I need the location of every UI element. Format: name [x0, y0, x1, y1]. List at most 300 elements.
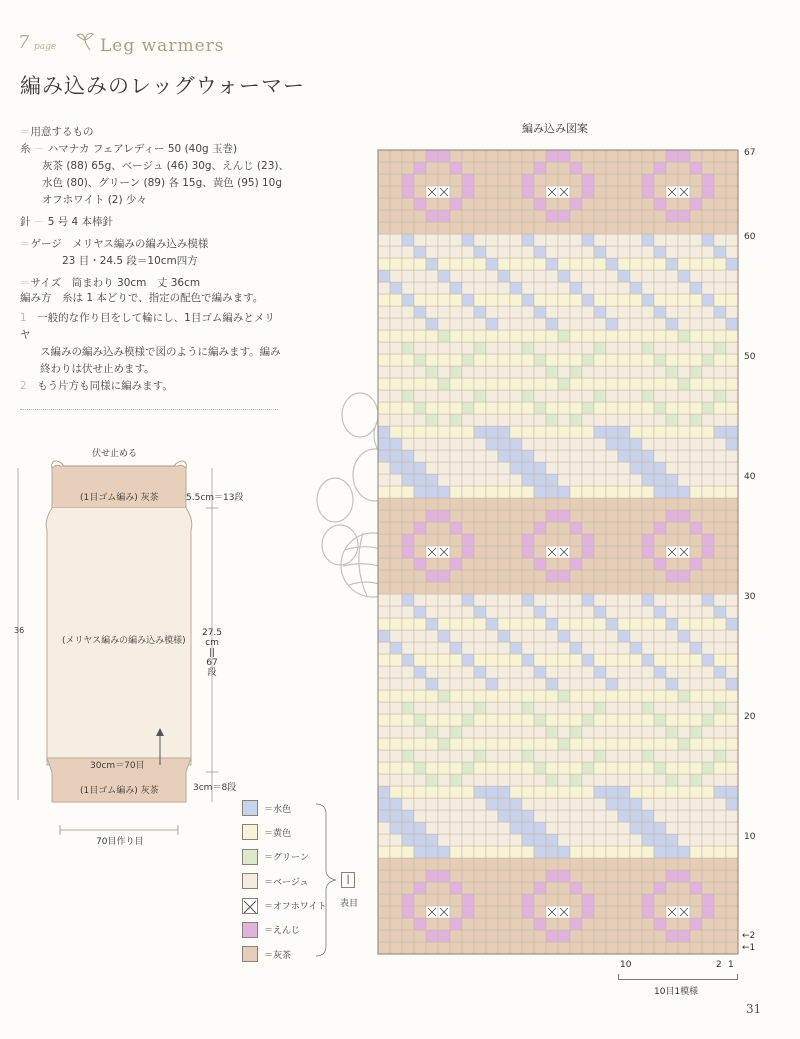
- chart-cell: [570, 726, 582, 738]
- chart-cell: [402, 306, 414, 318]
- chart-cell: [498, 942, 510, 954]
- chart-cell: [606, 330, 618, 342]
- chart-cell: [450, 390, 462, 402]
- chart-cell: [714, 894, 726, 906]
- chart-cell: [546, 810, 558, 822]
- chart-cell: [630, 282, 642, 294]
- chart-cell: [726, 726, 738, 738]
- chart-cell: [450, 534, 462, 546]
- chart-cell: [438, 630, 450, 642]
- chart-cell: [474, 726, 486, 738]
- chart-cell: [402, 354, 414, 366]
- chart-cell: [666, 774, 678, 786]
- chart-cell: [546, 558, 558, 570]
- chart-cell: [378, 402, 390, 414]
- chart-cell: [642, 258, 654, 270]
- chart-cell: [606, 294, 618, 306]
- chart-cell: [390, 690, 402, 702]
- chart-cell: [450, 450, 462, 462]
- chart-cell: [378, 618, 390, 630]
- chart-cell: [606, 354, 618, 366]
- chart-cell: [438, 786, 450, 798]
- chart-cell: [690, 378, 702, 390]
- chart-cell: [534, 342, 546, 354]
- chart-cell: [654, 150, 666, 162]
- chart-cell: [462, 342, 474, 354]
- chart-cell: [546, 390, 558, 402]
- chart-cell: [450, 306, 462, 318]
- chart-cell: [618, 870, 630, 882]
- chart-cell: [498, 486, 510, 498]
- chart-cell: [426, 474, 438, 486]
- chart-cell: [378, 774, 390, 786]
- chart-cell: [726, 390, 738, 402]
- chart-cell: [714, 486, 726, 498]
- chart-cell: [378, 762, 390, 774]
- chart-cell: [546, 750, 558, 762]
- chart-cell: [402, 678, 414, 690]
- chart-cell: [618, 270, 630, 282]
- chart-cell: [438, 882, 450, 894]
- chart-cell: [714, 834, 726, 846]
- chart-cell: [606, 810, 618, 822]
- chart-cell: [522, 726, 534, 738]
- chart-cell: [450, 366, 462, 378]
- chart-cell: [378, 390, 390, 402]
- chart-cell: [438, 174, 450, 186]
- chart-cell: [714, 246, 726, 258]
- chart-cell: [402, 510, 414, 522]
- chart-cell: [414, 582, 426, 594]
- chart-cell: [438, 486, 450, 498]
- chart-cell: [522, 690, 534, 702]
- chart-cell: [534, 306, 546, 318]
- chart-cell: [690, 702, 702, 714]
- chart-cell: [498, 438, 510, 450]
- chart-cell: [462, 402, 474, 414]
- chart-cell: [678, 162, 690, 174]
- chart-cell: [534, 438, 546, 450]
- chart-cell: [558, 282, 570, 294]
- chart-cell: [462, 498, 474, 510]
- chart-cell: [702, 210, 714, 222]
- chart-cell: [582, 702, 594, 714]
- chart-cell: [402, 714, 414, 726]
- chart-cell: [594, 858, 606, 870]
- arrow-left-icon: ←: [742, 943, 750, 953]
- chart-cell: [462, 198, 474, 210]
- chart-cell: [522, 642, 534, 654]
- chart-cell: [522, 594, 534, 606]
- chart-cell: [438, 462, 450, 474]
- chart-cell: [426, 150, 438, 162]
- chart-cell: [522, 834, 534, 846]
- chart-cell: [414, 534, 426, 546]
- chart-cell: [594, 162, 606, 174]
- chart-cell: [726, 486, 738, 498]
- chart-cell: [534, 294, 546, 306]
- chart-cell: [702, 606, 714, 618]
- chart-cell: [618, 330, 630, 342]
- chart-cell: [426, 918, 438, 930]
- chart-cell: [462, 642, 474, 654]
- chart-cell: [654, 642, 666, 654]
- chart-cell: [450, 762, 462, 774]
- chart-cell: [450, 774, 462, 786]
- chart-cell: [534, 150, 546, 162]
- chart-cell: [726, 534, 738, 546]
- chart-cell: [642, 438, 654, 450]
- chart-cell: [558, 642, 570, 654]
- chart-cell: [618, 666, 630, 678]
- chart-cell: [654, 318, 666, 330]
- chart-cell: [594, 486, 606, 498]
- chart-cell: [378, 582, 390, 594]
- chart-cell: [558, 582, 570, 594]
- chart-cell: [618, 438, 630, 450]
- chart-cell: [630, 198, 642, 210]
- chart-row-marker-text: 1: [749, 943, 756, 953]
- chart-cell: [642, 342, 654, 354]
- chart-cell: [462, 846, 474, 858]
- chart-cell: [594, 606, 606, 618]
- chart-cell: [642, 402, 654, 414]
- chart-cell: [558, 558, 570, 570]
- chart-cell: [438, 330, 450, 342]
- chart-cell: [510, 342, 522, 354]
- chart-cell: [534, 918, 546, 930]
- chart-cell: [630, 558, 642, 570]
- chart-cell: [582, 258, 594, 270]
- chart-cell: [438, 294, 450, 306]
- chart-cell: [510, 558, 522, 570]
- chart-cell: [438, 918, 450, 930]
- chart-cell: [486, 402, 498, 414]
- legend-label-green: ＝グリーン: [264, 853, 309, 864]
- chart-cell: [678, 594, 690, 606]
- chart-cell: [690, 306, 702, 318]
- chart-cell: [414, 258, 426, 270]
- chart-cell: [702, 714, 714, 726]
- chart-cell: [402, 318, 414, 330]
- chart-cell: [570, 582, 582, 594]
- chart-cell: [570, 750, 582, 762]
- chart-cell: [426, 642, 438, 654]
- chart-col-label: 10: [620, 960, 632, 970]
- chart-cell: [654, 786, 666, 798]
- chart-cell: [450, 666, 462, 678]
- chart-cell: [726, 294, 738, 306]
- chart-cell: [402, 186, 414, 198]
- chart-cell: [522, 438, 534, 450]
- legend-swatch-offwhite: [242, 898, 258, 914]
- method-section: [20, 290, 282, 395]
- legend-label-graybrown: ＝灰茶: [264, 950, 292, 961]
- chart-cell: [726, 570, 738, 582]
- chart-cell: [510, 690, 522, 702]
- chart-cell: [594, 282, 606, 294]
- chart-cell: [402, 654, 414, 666]
- chart-cell: [726, 678, 738, 690]
- chart-cell: [630, 750, 642, 762]
- chart-cell: [666, 486, 678, 498]
- chart-cell: [678, 630, 690, 642]
- chart-cell: [378, 222, 390, 234]
- chart-cell: [618, 738, 630, 750]
- chart-cell: [402, 150, 414, 162]
- chart-cell: [474, 774, 486, 786]
- chart-cell: [462, 486, 474, 498]
- chart-cell: [450, 246, 462, 258]
- chart-cell: [666, 750, 678, 762]
- chart-cell: [546, 594, 558, 606]
- chart-cell: [558, 750, 570, 762]
- chart-cell: [678, 270, 690, 282]
- chart-cell: [390, 738, 402, 750]
- chart-cell: [450, 906, 462, 918]
- chart-cell: [378, 414, 390, 426]
- chart-cell: [378, 918, 390, 930]
- chart-cell: [462, 942, 474, 954]
- chart-cell: [498, 834, 510, 846]
- chart-cell: [390, 330, 402, 342]
- chart-cell: [702, 438, 714, 450]
- chart-cell: [618, 222, 630, 234]
- chart-cell: [498, 498, 510, 510]
- chart-cell: [582, 342, 594, 354]
- chart-cell: [486, 594, 498, 606]
- section-divider: [20, 409, 278, 410]
- chart-cell: [594, 318, 606, 330]
- chart-cell: [726, 342, 738, 354]
- chart-cell: [402, 582, 414, 594]
- chart-cell: [558, 690, 570, 702]
- chart-cell: [570, 894, 582, 906]
- chart-cell: [522, 330, 534, 342]
- chart-cell: [402, 750, 414, 762]
- chart-cell: [474, 834, 486, 846]
- chart-cell: [414, 378, 426, 390]
- chart-cell: [582, 594, 594, 606]
- chart-cell: [642, 378, 654, 390]
- chart-cell: [606, 774, 618, 786]
- chart-row-marker-text: 2: [749, 931, 756, 941]
- chart-cell: [654, 294, 666, 306]
- chart-cell: [666, 882, 678, 894]
- chart-cell: [654, 486, 666, 498]
- chart-cell: [462, 654, 474, 666]
- chart-cell: [522, 210, 534, 222]
- chart-cell: [474, 810, 486, 822]
- chart-cell: [462, 426, 474, 438]
- chart-cell: [570, 810, 582, 822]
- chart-cell: [726, 330, 738, 342]
- chart-cell: [726, 630, 738, 642]
- chart-cell: [594, 750, 606, 762]
- chart-cell: [618, 150, 630, 162]
- chart-cell: [606, 870, 618, 882]
- chart-cell: [414, 882, 426, 894]
- chart-cell: [594, 582, 606, 594]
- chart-cell: [642, 450, 654, 462]
- chart-cell: [546, 678, 558, 690]
- chart-cell: [486, 522, 498, 534]
- chart-cell: [546, 774, 558, 786]
- chart-cell: [726, 378, 738, 390]
- chart-cell: [510, 678, 522, 690]
- chart-cell: [474, 894, 486, 906]
- chart-cell: [498, 894, 510, 906]
- chart-cell: [702, 810, 714, 822]
- chart-cell: [510, 414, 522, 426]
- chart-cell: [642, 846, 654, 858]
- chart-cell: [426, 846, 438, 858]
- chart-cell: [666, 582, 678, 594]
- chart-cell: [510, 894, 522, 906]
- chart-cell: [534, 318, 546, 330]
- chart-cell: [726, 522, 738, 534]
- chart-cell: [426, 654, 438, 666]
- chart-cell: [402, 870, 414, 882]
- chart-cell: [570, 642, 582, 654]
- arrow-left-icon: ←: [742, 931, 750, 941]
- chart-cell: [510, 294, 522, 306]
- chart-cell: [690, 174, 702, 186]
- chart-cell: [690, 366, 702, 378]
- chart-cell: [630, 630, 642, 642]
- chart-cell: [498, 906, 510, 918]
- chart-cell: [498, 774, 510, 786]
- chart-cell: [474, 786, 486, 798]
- chart-cell: [678, 486, 690, 498]
- chart-cell: [594, 270, 606, 282]
- chart-cell: [378, 570, 390, 582]
- chart-cell: [642, 810, 654, 822]
- chart-cell: [690, 486, 702, 498]
- chart-cell: [678, 402, 690, 414]
- chart-cell: [426, 486, 438, 498]
- chart-cell: [546, 666, 558, 678]
- chart-cell: [714, 390, 726, 402]
- chart-cell: [618, 174, 630, 186]
- chart-cell: [666, 654, 678, 666]
- chart-cell: [438, 702, 450, 714]
- chart-cell: [486, 174, 498, 186]
- chart-cell: [618, 822, 630, 834]
- chart-cell: [546, 450, 558, 462]
- chart-cell: [642, 714, 654, 726]
- chart-cell: [402, 162, 414, 174]
- chart-cell: [666, 834, 678, 846]
- chart-cell: [726, 402, 738, 414]
- chart-cell: [714, 882, 726, 894]
- step-2-text: もう片方も同様に編みます。: [37, 380, 173, 392]
- chart-cell: [522, 162, 534, 174]
- chart-cell: [726, 210, 738, 222]
- chart-cell: [534, 714, 546, 726]
- chart-cell: [438, 654, 450, 666]
- chart-cell: [510, 234, 522, 246]
- chart-cell: [582, 678, 594, 690]
- chart-cell: [474, 198, 486, 210]
- chart-cell: [390, 882, 402, 894]
- size-label: サイズ: [30, 277, 62, 289]
- chart-cell: [378, 606, 390, 618]
- chart-cell: [582, 390, 594, 402]
- chart-cell: [690, 846, 702, 858]
- chart-cell: [426, 930, 438, 942]
- gauge-line-1: メリヤス編みの編み込み模様: [72, 238, 209, 250]
- chart-cell: [678, 606, 690, 618]
- chart-cell: [522, 750, 534, 762]
- chart-cell: [726, 186, 738, 198]
- chart-cell: [570, 198, 582, 210]
- chart-cell: [522, 234, 534, 246]
- chart-cell: [606, 750, 618, 762]
- chart-cell: [462, 414, 474, 426]
- chart-cell: [438, 438, 450, 450]
- chart-cell: [594, 354, 606, 366]
- chart-cell: [438, 306, 450, 318]
- chart-cell: [522, 774, 534, 786]
- chart-cell: [426, 402, 438, 414]
- chart-cell: [666, 414, 678, 426]
- chart-cell: [618, 198, 630, 210]
- chart-cell: [450, 834, 462, 846]
- chart-cell: [426, 522, 438, 534]
- chart-cell: [498, 222, 510, 234]
- chart-cell: [702, 582, 714, 594]
- chart-cell: [522, 714, 534, 726]
- chart-cell: [618, 546, 630, 558]
- chart-cell: [678, 522, 690, 534]
- chart-cell: [378, 438, 390, 450]
- chart-cell: [690, 450, 702, 462]
- chart-cell: [642, 774, 654, 786]
- chart-cell: [450, 558, 462, 570]
- chart-cell: [702, 258, 714, 270]
- chart-cell: [666, 594, 678, 606]
- chart-cell: [678, 306, 690, 318]
- chart-cell: [702, 174, 714, 186]
- chart-cell: [426, 594, 438, 606]
- chart-cell: [522, 498, 534, 510]
- chart-cell: [690, 678, 702, 690]
- chart-cell: [582, 858, 594, 870]
- chart-cell: [450, 702, 462, 714]
- chart-cell: [678, 726, 690, 738]
- chart-cell: [438, 222, 450, 234]
- chart-cell: [522, 618, 534, 630]
- chart-cell: [690, 726, 702, 738]
- chart-cell: [666, 534, 678, 546]
- chart-cell: [630, 774, 642, 786]
- needle-label: 針: [20, 216, 31, 228]
- chart-cell: [534, 522, 546, 534]
- chart-cell: [378, 498, 390, 510]
- chart-cell: [582, 474, 594, 486]
- chart-cell: [630, 426, 642, 438]
- chart-cell: [474, 714, 486, 726]
- chart-cell: [714, 150, 726, 162]
- chart-cell: [594, 630, 606, 642]
- chart-cell: [726, 738, 738, 750]
- chart-cell: [438, 750, 450, 762]
- chart-cell: [390, 786, 402, 798]
- chart-cell: [702, 858, 714, 870]
- chart-cell: [678, 198, 690, 210]
- chart-cell: [546, 702, 558, 714]
